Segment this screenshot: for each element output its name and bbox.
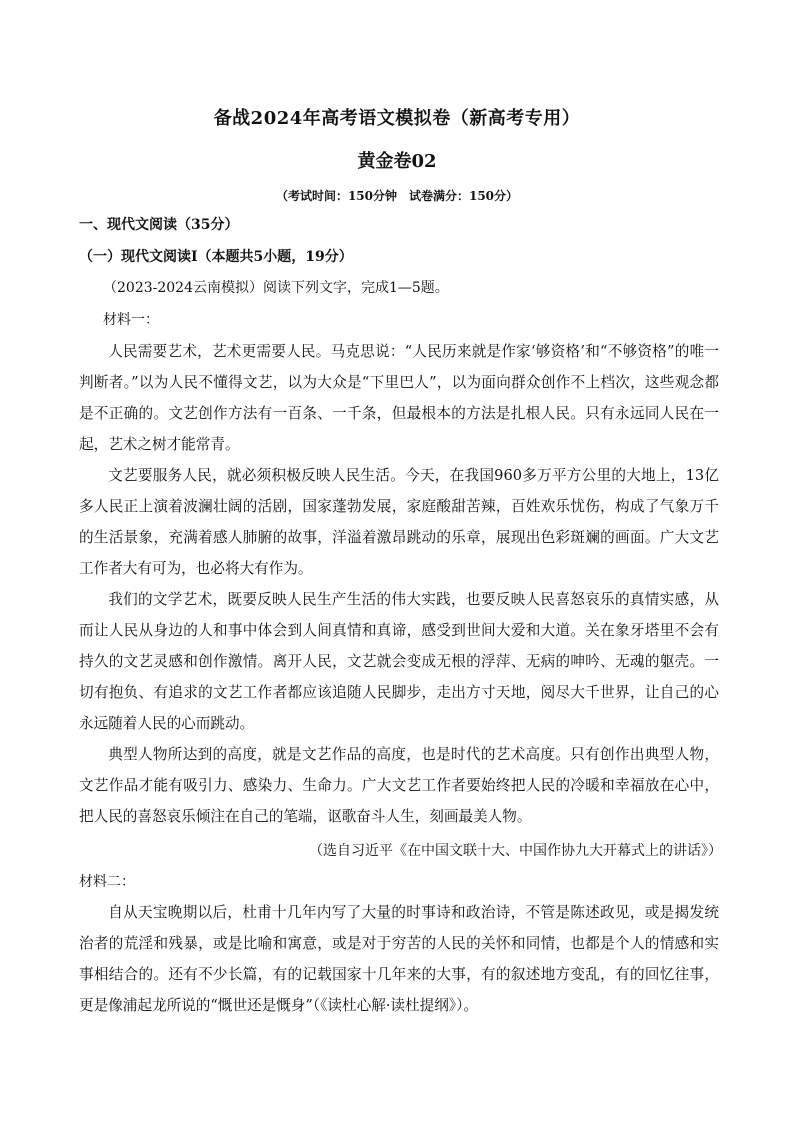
material1-label: 材料一： bbox=[103, 312, 159, 328]
material1-paragraph-1: 人民需要艺术，艺术更需要人民。马克思说：“人民历来就是作家‘够资格’和“不够资格”的唯一判断者。”以为人民不懂得文艺，以为大众是“下里巴人”，以为面向群众创作不上档次，这些观念都是不正确的。文艺创作方法有一百条、一千条，但最根本的方法是扎根人民。只有永远同人民在一起，艺术之树才能常青。 bbox=[79, 343, 719, 453]
material2-paragraph-1: 自从天宝晚期以后，杜甫十几年内写了大量的时事诗和政治诗，不管是陈述政见，或是揭发统治者的荒淫和残暴，或是比喻和寓意，或是对于穷苦的人民的关怀和同情，也都是个人的情感和实事相结合的。还有不少长篇，有的记载国家十几年来的大事，有的叙述地方变乱，有的回忆往事，更是像浦起龙所说的“慨世还是慨身”（《读杜心解·读杜提纲》）。 bbox=[79, 904, 719, 1014]
material1-paragraph-2: 文艺要服务人民，就必须积极反映人民生活。今天，在我国960多万平方公里的大地上，13亿多人民正上演着波澜壮阔的活剧，国家蓬勃发展，家庭酸甜苦辣，百姓欢乐忧伤，构成了气象万千的生活景象，充满着感人肺腑的故事，洋溢着激昂跳动的乐章，展现出色彩斑斓的画面。广大文艺工作者大有可为，也必将大有作为。 bbox=[79, 467, 719, 577]
material1-paragraph-3: 我们的文学艺术，既要反映人民生产生活的伟大实践，也要反映人民喜怒哀乐的真情实感，从而让人民从身边的人和事中体会到人间真情和真谛，感受到世间大爱和大道。关在象牙塔里不会有持久的文艺灵感和创作激情。离开人民，文艺就会变成无根的浮萍、无病的呻吟、无魂的躯壳。一切有抱负、有追求的文艺工作者都应该追随人民脚步，走出方寸天地，阅尽大千世界，让自己的心永远随着人民的心而跳动。 bbox=[79, 591, 719, 732]
material2-label: 材料二： bbox=[79, 874, 135, 890]
page-subtitle: 黄金卷02 bbox=[357, 151, 437, 172]
material1-source: （选自习近平《在中国文联十大、中国作协九大开幕式上的讲话》） bbox=[309, 843, 722, 859]
reading-instruction: （2023-2024云南模拟）阅读下列文字，完成1—5题。 bbox=[103, 280, 449, 296]
section-subheading: （一）现代文阅读Ⅰ（本题共5小题，19分） bbox=[79, 249, 353, 265]
section-heading: 一、现代文阅读（35分） bbox=[79, 217, 239, 233]
material1-paragraph-4: 典型人物所达到的高度，就是文艺作品的高度，也是时代的艺术高度。只有创作出典型人物，文艺作品才能有吸引力、感染力、生命力。广大文艺工作者要始终把人民的冷暖和幸福放在心中，把人民的喜怒哀乐倾注在自己的笔端，讴歌奋斗人生，刻画最美人物。 bbox=[79, 746, 719, 825]
page-title: 备战2024年高考语文模拟卷（新高考专用） bbox=[213, 108, 581, 129]
exam-info: （考试时间：150分钟 试卷满分：150分） bbox=[275, 189, 519, 203]
